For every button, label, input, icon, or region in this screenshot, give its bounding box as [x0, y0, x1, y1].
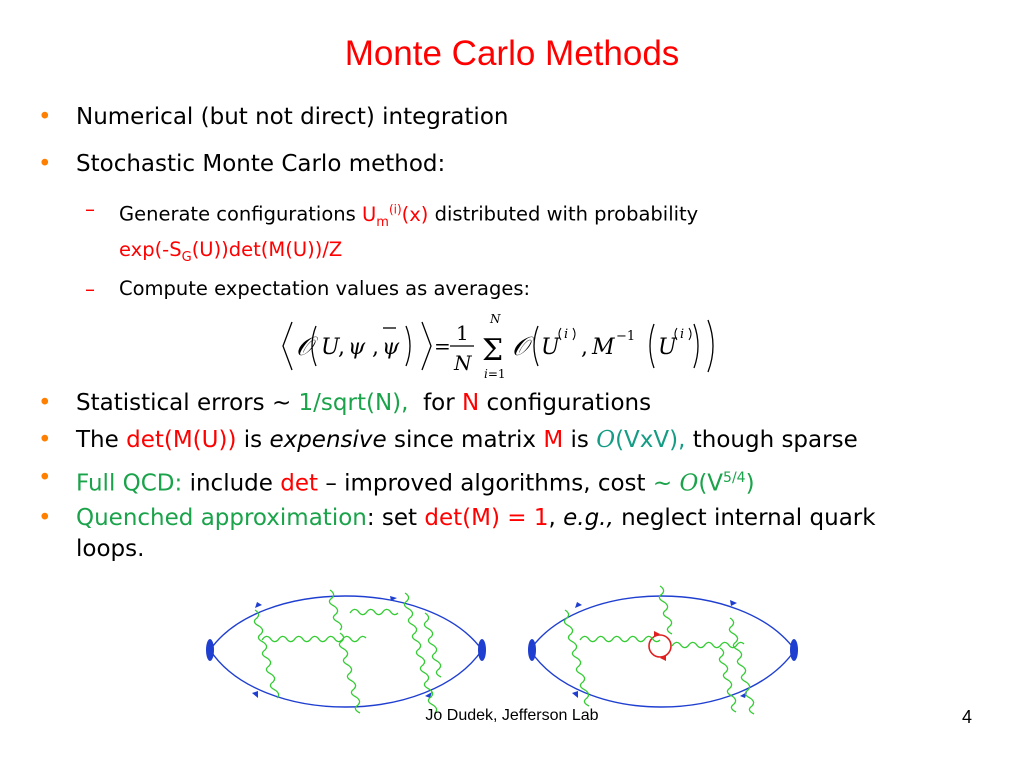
bullet-marker: • — [38, 427, 52, 453]
bullet-marker: • — [38, 104, 52, 130]
bullet-marker: • — [38, 505, 52, 531]
svg-text:=: = — [434, 334, 451, 358]
svg-text:,: , — [338, 335, 345, 360]
svg-text:,: , — [372, 335, 379, 360]
bullet-marker: • — [38, 390, 52, 416]
svg-text:,: , — [581, 335, 588, 360]
svg-text:𝒪: 𝒪 — [512, 332, 529, 362]
dash-marker: – — [85, 277, 95, 301]
subbullet-compute-expectation: Compute expectation values as averages: — [119, 277, 531, 300]
bullet-marker: • — [38, 465, 52, 491]
svg-text:Σ: Σ — [482, 333, 504, 368]
bullet-marker: • — [38, 151, 52, 177]
footer-author: Jo Dudek, Jefferson Lab — [425, 707, 599, 724]
page-number: 4 — [961, 707, 972, 727]
svg-text:N: N — [454, 351, 472, 375]
svg-text:ψ: ψ — [348, 335, 366, 360]
svg-text:i=1: i=1 — [484, 367, 506, 381]
bullet-statistical-errors: Statistical errors ~ 1/sqrt(N), for N configurations — [76, 390, 652, 416]
svg-text:−1: −1 — [616, 329, 636, 344]
bullet-det-expensive: The det(M(U)) is expensive since matrix M is O(VxV), though sparse — [76, 427, 858, 453]
bullet-numerical-integration: Numerical (but not direct) integration — [76, 104, 509, 130]
svg-text:𝒪: 𝒪 — [296, 332, 313, 362]
svg-text:ψ: ψ — [382, 335, 400, 360]
svg-text:i: i — [564, 327, 569, 342]
svg-text:i: i — [680, 327, 685, 342]
bullet-stochastic-method: Stochastic Monte Carlo method: — [76, 151, 446, 177]
feynman-diagram-quark-loop — [520, 578, 805, 728]
svg-text:U: U — [658, 335, 677, 360]
feynman-diagram-full-qcd — [200, 578, 495, 728]
svg-text:M: M — [592, 335, 615, 360]
dash-marker: – — [85, 197, 95, 221]
slide-title: Monte Carlo Methods — [344, 34, 680, 73]
bullet-quenched-approximation: Quenched approximation: set det(M) = 1, e.g., neglect internal quark loops. — [76, 505, 876, 562]
subbullet-generate-configurations: Generate configurations $U_m^{(i)}(x)$ distributed with probability $\exp(-S_G(U))\det(M(U))/Z$ — [119, 202, 699, 266]
svg-text:U: U — [321, 335, 340, 360]
expectation-value-formula — [276, 308, 726, 384]
svg-text:N: N — [490, 312, 501, 326]
svg-text:1: 1 — [456, 321, 469, 345]
svg-text:U: U — [541, 335, 560, 360]
bullet-full-qcd: Full QCD: include det – improved algorithms, cost ~ $O(V^{5/4})$ — [76, 470, 755, 497]
